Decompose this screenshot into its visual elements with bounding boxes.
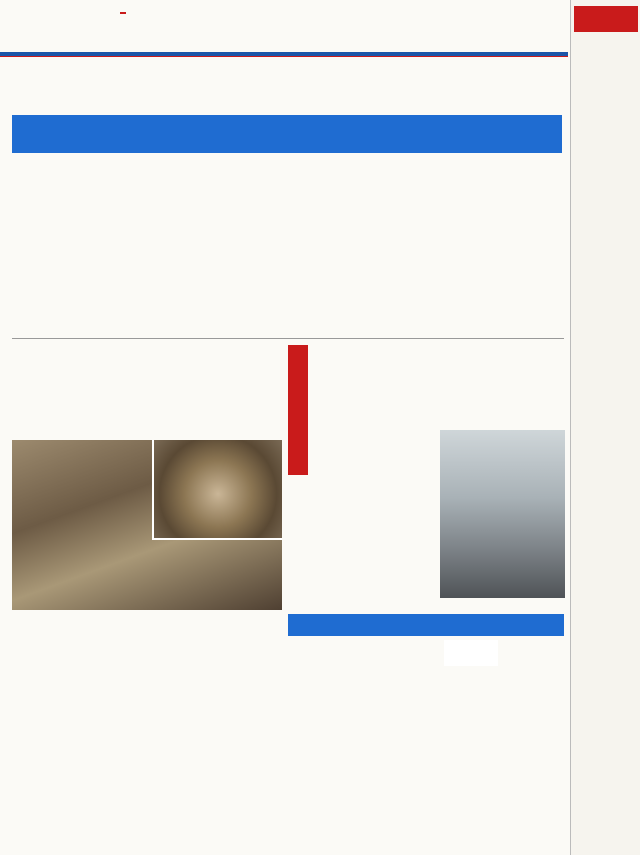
story4-column-1 — [292, 672, 428, 850]
lost-notice-column — [570, 0, 640, 855]
header-divider-red — [0, 56, 568, 57]
fire-inspection-photo — [440, 430, 565, 598]
story3-column-2 — [312, 516, 436, 608]
story4-band — [288, 614, 564, 636]
story1-column-3 — [288, 162, 420, 334]
page-header — [0, 0, 640, 60]
story1-column-4 — [426, 162, 562, 334]
story2-column-2 — [102, 618, 188, 850]
story1-title — [12, 115, 562, 153]
story1-column-1 — [12, 162, 144, 334]
story4-column-2 — [432, 672, 564, 742]
stump-photo — [152, 440, 282, 540]
story4-title-highlight — [444, 640, 498, 666]
lost-notice-title — [574, 6, 638, 32]
hotline-label — [120, 12, 126, 14]
story2-column-3 — [192, 618, 282, 850]
vertical-tag-bar — [288, 345, 308, 475]
section-divider — [12, 338, 564, 339]
story2-column-1 — [12, 618, 98, 850]
story1-column-2 — [150, 162, 282, 334]
story3-column-3 — [440, 600, 564, 610]
